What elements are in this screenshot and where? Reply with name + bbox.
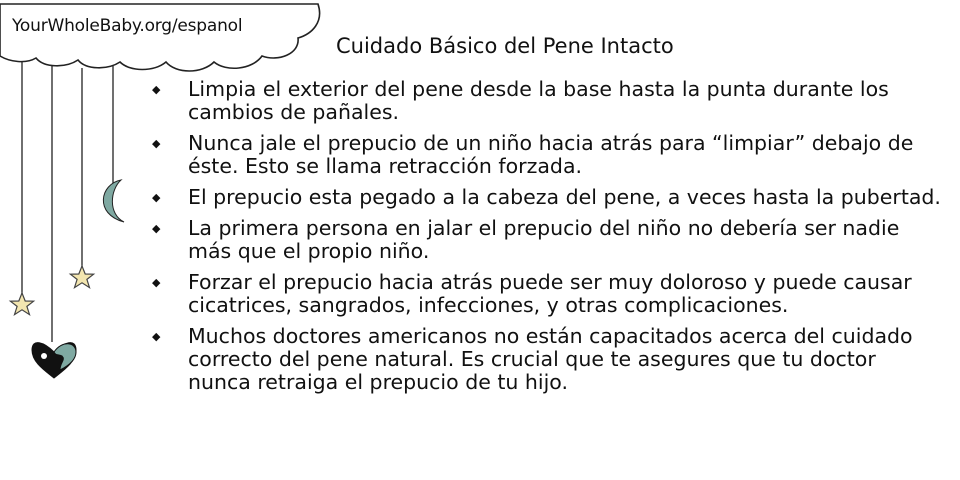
list-item-text: Limpia el exterior del pene desde la base hasta la punta durante los cambios de pañales. bbox=[188, 77, 889, 124]
diamond-bullet-icon: ◆ bbox=[152, 276, 161, 289]
cloud-icon bbox=[0, 4, 320, 71]
puzzle-heart-icon bbox=[32, 343, 76, 378]
list-item bbox=[152, 271, 942, 317]
site-url-label: YourWholeBaby.org/espanol bbox=[12, 16, 243, 36]
list-item-text: Nunca jale el prepucio de un niño hacia atrás para “limpiar” debajo de éste. Esto se llama retracción forzada. bbox=[188, 131, 914, 178]
care-tips-list bbox=[152, 78, 942, 402]
list-item-text: Muchos doctores americanos no están capacitados acerca del cuidado correcto del pene natural. Es crucial que te asegures que tu doctor nunca retraiga el prepucio de tu hijo. bbox=[188, 324, 913, 394]
diamond-bullet-icon: ◆ bbox=[152, 191, 161, 204]
diamond-bullet-icon: ◆ bbox=[152, 83, 161, 96]
star-icon bbox=[10, 293, 33, 315]
diamond-bullet-icon: ◆ bbox=[152, 137, 161, 150]
list-item-text: El prepucio esta pegado a la cabeza del pene, a veces hasta la pubertad. bbox=[188, 185, 941, 209]
star-icon bbox=[70, 266, 93, 288]
diamond-bullet-icon: ◆ bbox=[152, 330, 161, 343]
list-item-text: Forzar el prepucio hacia atrás puede ser muy doloroso y puede causar cicatrices, sangrados, infecciones, y otras complicaciones. bbox=[188, 270, 912, 317]
page-title: Cuidado Básico del Pene Intacto bbox=[336, 34, 674, 58]
list-item bbox=[152, 325, 942, 394]
moon-icon bbox=[103, 180, 124, 222]
list-item-text: La primera persona en jalar el prepucio del niño no debería ser nadie más que el propio niño. bbox=[188, 216, 900, 263]
hanging-strings bbox=[22, 62, 113, 342]
list-item bbox=[152, 186, 942, 209]
list-item bbox=[152, 132, 942, 178]
list-item bbox=[152, 217, 942, 263]
list-item bbox=[152, 78, 942, 124]
diamond-bullet-icon: ◆ bbox=[152, 222, 161, 235]
